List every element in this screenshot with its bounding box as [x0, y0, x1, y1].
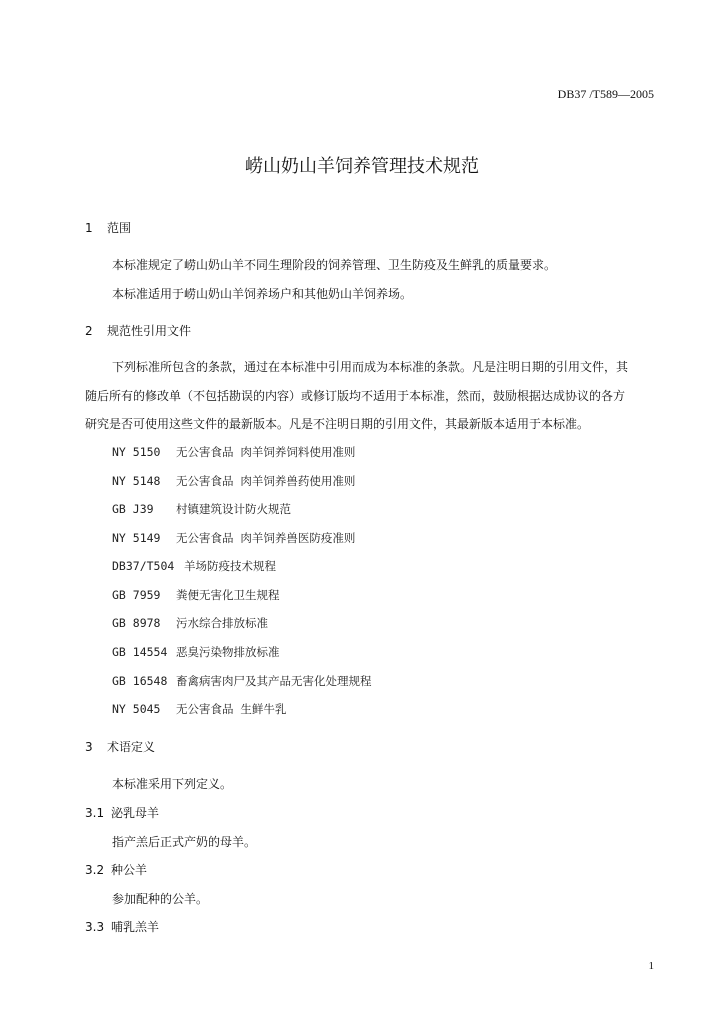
section-number: 1	[85, 221, 93, 235]
section-heading-scope	[85, 219, 131, 236]
reference-code: GB 7959	[112, 588, 161, 602]
scope-paragraph-1: 本标准规定了崂山奶山羊不同生理阶段的饲养管理、卫生防疫及生鲜乳的质量要求。	[112, 258, 557, 272]
term-heading	[85, 918, 159, 935]
reference-code: GB J39	[112, 502, 154, 516]
reference-item	[112, 644, 280, 660]
section-number: 2	[85, 324, 93, 338]
reference-item	[112, 530, 355, 546]
section-title: 规范性引用文件	[107, 324, 192, 338]
reference-code: GB 8978	[112, 616, 161, 630]
reference-name: 无公害食品 肉羊饲养兽医防疫准则	[176, 531, 356, 545]
references-intro-line-3: 研究是否可使用这些文件的最新版本。凡是不注明日期的引用文件，其最新版本适用于本标准。	[85, 417, 590, 431]
reference-name: 恶臭污染物排放标准	[176, 645, 280, 659]
reference-code: DB37/T504	[112, 559, 175, 573]
reference-name: 无公害食品 肉羊饲养饲料使用准则	[176, 445, 356, 459]
reference-name: 污水综合排放标准	[176, 616, 268, 630]
reference-item	[112, 673, 372, 689]
term-number: 3.3	[85, 920, 105, 934]
term-title: 种公羊	[111, 863, 148, 877]
standard-code: DB37 /T589—2005	[557, 87, 654, 101]
section-title: 范围	[107, 221, 132, 235]
reference-item	[112, 558, 276, 574]
reference-item	[112, 501, 291, 517]
references-intro-line-2: 随后所有的修改单（不包括勘误的内容）或修订版均不适用于本标准，然而，鼓励根据达成协议的各方	[85, 389, 626, 403]
reference-code: NY 5045	[112, 702, 161, 716]
document-title: 崂山奶山羊饲养管理技术规范	[245, 156, 479, 177]
reference-code: NY 5150	[112, 445, 161, 459]
reference-code: GB 14554	[112, 645, 168, 659]
section-heading-normative-references	[85, 322, 191, 339]
scope-paragraph-2: 本标准适用于崂山奶山羊饲养场户和其他奶山羊饲养场。	[112, 287, 413, 301]
term-definition: 参加配种的公羊。	[112, 892, 209, 906]
reference-item	[112, 615, 268, 631]
term-title: 泌乳母羊	[111, 806, 160, 820]
section-heading-terms	[85, 738, 155, 755]
reference-name: 粪便无害化卫生规程	[176, 588, 280, 602]
reference-item	[112, 701, 286, 717]
term-definition: 指产羔后正式产奶的母羊。	[112, 835, 257, 849]
reference-name: 羊场防疫技术规程	[184, 559, 276, 573]
reference-code: NY 5148	[112, 474, 161, 488]
section-title: 术语定义	[107, 740, 156, 754]
reference-code: GB 16548	[112, 674, 168, 688]
term-heading	[85, 804, 159, 821]
section-number: 3	[85, 740, 93, 754]
term-title: 哺乳羔羊	[111, 920, 160, 934]
term-heading	[85, 861, 147, 878]
page-number: 1	[648, 960, 654, 972]
reference-name: 村镇建筑设计防火规范	[176, 502, 291, 516]
references-intro-line-1: 下列标准所包含的条款，通过在本标准中引用而成为本标准的条款。凡是注明日期的引用文件，其	[112, 360, 629, 374]
reference-item	[112, 587, 280, 603]
reference-item	[112, 473, 355, 489]
terms-intro: 本标准采用下列定义。	[112, 777, 233, 791]
reference-name: 畜禽病害肉尸及其产品无害化处理规程	[176, 674, 372, 688]
term-number: 3.2	[85, 863, 105, 877]
reference-item	[112, 444, 355, 460]
reference-name: 无公害食品 生鲜牛乳	[176, 702, 287, 716]
term-number: 3.1	[85, 806, 105, 820]
reference-name: 无公害食品 肉羊饲养兽药使用准则	[176, 474, 356, 488]
reference-code: NY 5149	[112, 531, 161, 545]
